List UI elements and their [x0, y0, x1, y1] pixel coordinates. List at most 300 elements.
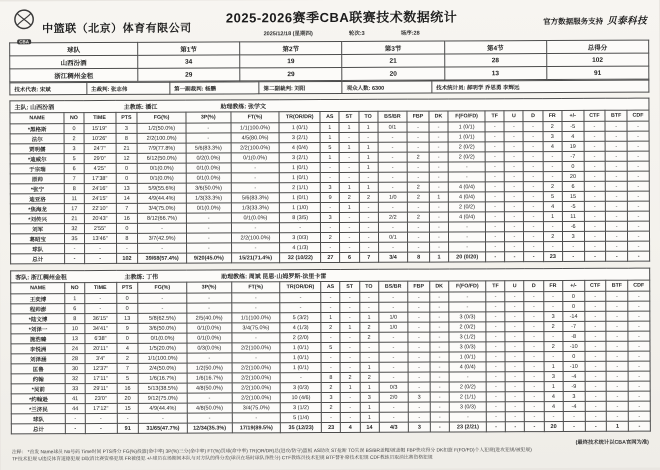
- stat-cell: 28: [65, 354, 84, 364]
- stat-cell: 0/1(0.0%): [186, 163, 231, 173]
- stat-cell: -: [340, 332, 359, 342]
- stat-cell: -: [486, 302, 505, 312]
- stat-cell: 2: [544, 341, 563, 351]
- stat-cell: 2/2(100.0%): [232, 343, 281, 353]
- player-name: *兰济民: [11, 404, 65, 414]
- stat-cell: 3/4(75.0%): [232, 403, 281, 413]
- stat-cell: 1: [360, 412, 379, 422]
- stat-cell: -: [584, 171, 606, 181]
- stat-cell: 6: [340, 252, 359, 262]
- stat-cell: -: [378, 242, 407, 252]
- stat-cell: 3: [544, 371, 563, 381]
- stat-cell: -: [505, 292, 524, 302]
- stat-column-header: FT(%): [231, 112, 280, 123]
- stat-cell: 6/12(50.0%): [137, 153, 186, 163]
- home-total: 102: [546, 53, 648, 66]
- stat-cell: -: [379, 362, 408, 372]
- stat-cell: -: [505, 242, 524, 252]
- stat-cell: -: [340, 232, 359, 242]
- away-q2: 29: [240, 67, 342, 80]
- player-name: 迪亚洛: [10, 194, 64, 204]
- stat-column-header: FG(%): [138, 282, 187, 293]
- stat-cell: 2: [544, 321, 563, 331]
- stat-cell: -: [485, 122, 504, 132]
- stat-cell: -: [408, 232, 430, 242]
- stat-cell: 32 (10/22): [280, 253, 321, 263]
- stat-cell: -: [505, 332, 524, 342]
- stat-cell: 23: [543, 251, 562, 261]
- stat-cell: -: [606, 391, 628, 401]
- stat-cell: -: [504, 132, 523, 142]
- stat-cell: -: [486, 292, 505, 302]
- stat-cell: 2'55": [84, 223, 116, 233]
- stat-cell: 2 (0/2): [448, 152, 485, 162]
- stat-cell: -: [585, 381, 607, 391]
- stat-cell: -: [341, 402, 360, 412]
- stat-column-header: TO: [359, 281, 378, 292]
- stat-cell: -: [429, 142, 448, 152]
- stat-column-header: TIME: [84, 112, 116, 123]
- stat-cell: -: [84, 243, 116, 253]
- stat-cell: -: [543, 221, 562, 231]
- stat-cell: -: [524, 322, 543, 332]
- stat-cell: -: [486, 392, 505, 402]
- stat-cell: 1 (0/1): [279, 123, 320, 133]
- stat-column-header: ST: [340, 281, 359, 292]
- stat-cell: 0/3(0.0%): [187, 343, 232, 353]
- stat-cell: -: [408, 362, 430, 372]
- stat-cell: 7: [116, 203, 138, 213]
- stat-cell: 8: [65, 184, 84, 194]
- stat-cell: -: [606, 331, 628, 341]
- stat-cell: 10'26": [84, 133, 116, 143]
- basketball-icon: [13, 8, 35, 30]
- stat-column-header: +/-: [562, 110, 584, 121]
- stat-cell: -: [562, 251, 584, 261]
- stat-cell: 20'43": [84, 213, 116, 223]
- stat-cell: -: [231, 303, 280, 313]
- stat-cell: 23: [322, 422, 341, 432]
- stat-cell: -: [584, 221, 606, 231]
- stat-cell: -: [524, 342, 543, 352]
- stat-cell: 2: [64, 134, 83, 144]
- stat-cell: -: [606, 211, 628, 221]
- away-total: 91: [547, 66, 649, 79]
- stat-cell: -: [84, 293, 116, 303]
- stat-cell: -: [449, 372, 486, 382]
- stat-cell: -: [430, 332, 449, 342]
- stat-cell: 29'11": [85, 383, 117, 393]
- stat-cell: -: [485, 202, 504, 212]
- stat-cell: -: [320, 172, 339, 182]
- stat-cell: 3: [543, 311, 562, 321]
- stat-cell: -: [505, 322, 524, 332]
- stat-cell: 5: [320, 142, 339, 152]
- stat-cell: -: [505, 182, 524, 192]
- stat-cell: -: [429, 172, 448, 182]
- stat-cell: -: [627, 171, 649, 181]
- stat-cell: 3/6(50.0%): [138, 323, 187, 333]
- stat-cell: -6: [562, 221, 584, 231]
- stat-cell: 1 (0/1): [280, 353, 321, 363]
- player-name: 贾明儒: [10, 144, 64, 154]
- stat-cell: 0: [116, 223, 138, 233]
- stat-cell: -: [486, 322, 505, 332]
- stat-cell: 2: [543, 181, 562, 191]
- stat-cell: -: [563, 411, 585, 421]
- stat-cell: 0: [116, 303, 138, 313]
- stat-cell: -: [340, 362, 359, 372]
- stat-cell: -: [280, 303, 321, 313]
- stat-cell: -: [321, 202, 340, 212]
- stat-cell: -: [628, 301, 650, 311]
- stat-cell: -: [429, 242, 448, 252]
- stat-cell: 1/1(100.0%): [231, 313, 280, 323]
- stat-cell: -: [504, 152, 523, 162]
- stat-cell: 1: [360, 402, 379, 412]
- stat-cell: 15'19": [84, 123, 116, 133]
- stat-cell: -: [606, 171, 628, 181]
- player-name: *迪威尔: [10, 154, 64, 164]
- stat-cell: 1 (0/1): [279, 163, 320, 173]
- stat-column-header: BS/BR: [378, 111, 407, 122]
- stat-cell: 35: [65, 234, 84, 244]
- stat-cell: -: [408, 342, 430, 352]
- support-brand-logo: 贝泰科技: [607, 15, 648, 27]
- stat-cell: -: [359, 242, 378, 252]
- stat-cell: 3 (2/1): [279, 153, 320, 163]
- data-support: [462, 6, 647, 28]
- stat-cell: -: [505, 232, 524, 242]
- stat-cell: 5/13(38.5%): [138, 383, 187, 393]
- stat-cell: 15: [117, 403, 139, 413]
- stat-cell: -: [429, 222, 448, 232]
- stat-cell: -: [187, 293, 232, 303]
- stat-cell: 2 (1/1): [449, 392, 486, 402]
- stat-cell: -: [525, 412, 544, 422]
- stat-cell: -: [524, 132, 543, 142]
- stat-cell: -: [448, 162, 485, 172]
- stat-cell: 1: [359, 152, 378, 162]
- game-date: 2025/12/18 (星期四): [263, 31, 313, 38]
- page-title: 2025-2026赛季CBA联赛技术数据统计: [225, 9, 458, 26]
- stat-column-header: CDF: [628, 280, 650, 291]
- stat-cell: -: [628, 361, 650, 371]
- home-q2: 19: [240, 54, 342, 67]
- player-name: 程帅澎: [11, 304, 65, 314]
- stat-cell: -: [627, 201, 649, 211]
- stat-cell: -: [627, 131, 649, 141]
- stat-cell: 16: [117, 383, 139, 393]
- stat-cell: -: [606, 351, 628, 361]
- stat-cell: -: [585, 361, 607, 371]
- stat-column-header: U: [504, 111, 523, 122]
- player-name: 王奕博: [11, 294, 65, 304]
- stat-cell: -: [486, 412, 505, 422]
- stat-column-header: NO: [65, 283, 84, 294]
- stat-cell: -: [628, 391, 650, 401]
- stat-cell: 22'10": [84, 203, 116, 213]
- stat-column-header: BS/BR: [378, 281, 407, 292]
- stat-column-header: BTF: [605, 110, 627, 121]
- stat-cell: 7/9(77.8%): [137, 143, 186, 153]
- stat-cell: 4: [544, 401, 563, 411]
- stat-cell: 0/1(0.0%): [138, 333, 187, 343]
- stat-cell: 1/1(100.0%): [231, 123, 280, 133]
- stat-column-header: TF: [485, 111, 504, 122]
- stat-cell: 2: [340, 372, 359, 382]
- stat-cell: -: [231, 173, 280, 183]
- stat-cell: -: [585, 421, 607, 431]
- stat-cell: 14: [360, 422, 379, 432]
- stat-cell: -: [627, 121, 649, 131]
- stat-cell: -: [584, 131, 606, 141]
- stat-cell: 2: [340, 192, 359, 202]
- stat-cell: -: [339, 132, 358, 142]
- stat-cell: 2/4(50.0%): [138, 363, 187, 373]
- stat-cell: 4: [562, 131, 584, 141]
- stat-cell: 1: [360, 382, 379, 392]
- home-team-stats: [9, 98, 650, 265]
- stat-cell: 1: [359, 182, 378, 192]
- stat-cell: -: [505, 202, 524, 212]
- stat-cell: -: [628, 251, 650, 261]
- stat-cell: -: [408, 292, 430, 302]
- stat-cell: -: [321, 412, 340, 422]
- stat-cell: -: [627, 141, 649, 151]
- home-q3: 21: [342, 54, 444, 67]
- stat-cell: 0/1(0.0%): [186, 203, 231, 213]
- stat-cell: -: [408, 402, 430, 412]
- stat-cell: -: [340, 152, 359, 162]
- stat-cell: 3: [360, 392, 379, 402]
- player-name: *约翰逊: [11, 394, 65, 404]
- stat-cell: 19: [562, 141, 584, 151]
- stat-cell: 1/6(16.7%): [138, 373, 187, 383]
- stat-cell: -: [138, 293, 187, 303]
- stat-cell: 8: [116, 133, 138, 143]
- stat-cell: 2/2: [378, 212, 407, 222]
- stat-cell: -: [584, 241, 606, 251]
- stat-cell: 0/1: [378, 122, 407, 132]
- stat-cell: -: [506, 422, 525, 432]
- stat-cell: -: [408, 352, 430, 362]
- stat-column-header: TF: [486, 281, 505, 292]
- stat-cell: -: [607, 411, 629, 421]
- stat-cell: 2: [543, 231, 562, 241]
- stat-cell: 2: [359, 332, 378, 342]
- stat-cell: -: [407, 122, 429, 132]
- player-name: 球队: [11, 244, 65, 254]
- stat-cell: -: [505, 342, 524, 352]
- stat-cell: -: [85, 413, 117, 423]
- stat-cell: 35 (12/23): [281, 423, 322, 433]
- stat-column-header: D: [523, 111, 542, 122]
- stat-cell: 3: [543, 131, 562, 141]
- stat-cell: -: [430, 292, 449, 302]
- stat-cell: -: [585, 401, 607, 411]
- stat-cell: 20: [117, 393, 139, 403]
- stat-cell: 8: [116, 233, 138, 243]
- stat-cell: -: [378, 172, 407, 182]
- stat-cell: 2 (1/1): [280, 183, 321, 193]
- stat-cell: -: [408, 222, 430, 232]
- stat-cell: -: [485, 162, 504, 172]
- stat-cell: 1/3(33.3%): [231, 203, 280, 213]
- stat-cell: -: [280, 373, 321, 383]
- stat-column-header: CTF: [584, 280, 606, 291]
- stat-cell: 1: [320, 152, 339, 162]
- stat-cell: 3: [320, 182, 339, 192]
- stat-cell: -: [139, 413, 188, 423]
- stat-cell: -: [585, 351, 607, 361]
- player-name: 李悦洲: [11, 344, 65, 354]
- stat-column-header: TR(OR/DR): [280, 282, 321, 293]
- stat-cell: -: [486, 352, 505, 362]
- stat-cell: 0/1(0.0%): [137, 163, 186, 173]
- stat-cell: 3/6(50.0%): [186, 183, 231, 193]
- away-q4: 13: [444, 67, 546, 80]
- stat-cell: 9/12(75.0%): [138, 393, 187, 403]
- stat-cell: -: [408, 332, 430, 342]
- stat-cell: 2 (0/2): [449, 382, 486, 392]
- stat-cell: 0: [563, 301, 585, 311]
- stat-cell: 0/1(0.0%): [231, 153, 280, 163]
- stat-cell: -: [584, 251, 606, 261]
- stat-cell: 0/1(0.0%): [137, 173, 186, 183]
- stat-cell: -: [430, 302, 449, 312]
- stat-cell: 2/2(100.0%): [232, 363, 281, 373]
- stat-cell: 29'0": [84, 153, 116, 163]
- stat-cell: -: [485, 152, 504, 162]
- stat-cell: 8: [65, 314, 84, 324]
- stat-cell: 1: [359, 162, 378, 172]
- stat-cell: 0: [562, 161, 584, 171]
- stat-cell: 4/5(80.0%): [231, 133, 280, 143]
- totals-row: [11, 421, 650, 434]
- stat-cell: -: [359, 302, 378, 312]
- stat-cell: -4: [563, 371, 585, 381]
- stat-cell: -: [320, 162, 339, 172]
- stat-cell: -: [584, 211, 606, 221]
- stat-cell: -: [504, 142, 523, 152]
- stat-cell: -: [627, 221, 649, 231]
- stat-cell: -: [628, 341, 650, 351]
- stat-cell: -: [430, 392, 449, 402]
- stat-cell: -: [186, 123, 231, 133]
- stat-cell: -: [543, 301, 562, 311]
- stat-cell: -: [449, 292, 486, 302]
- player-name: 总计: [11, 424, 65, 434]
- stat-cell: -: [340, 172, 359, 182]
- stat-cell: -: [378, 142, 407, 152]
- stat-cell: -: [407, 132, 429, 142]
- stat-cell: 4'25": [84, 163, 116, 173]
- stat-cell: -: [360, 342, 379, 352]
- stat-cell: -: [628, 291, 650, 301]
- stat-cell: -: [186, 133, 231, 143]
- stat-column-header: U: [505, 281, 524, 292]
- stat-cell: -: [232, 413, 281, 423]
- stat-cell: -: [485, 132, 504, 142]
- stat-cell: 3 (0/3): [280, 383, 321, 393]
- stat-cell: 23'0": [85, 393, 117, 403]
- stat-cell: -: [525, 382, 544, 392]
- stat-cell: -: [628, 351, 650, 361]
- stat-cell: 2: [321, 322, 340, 332]
- stat-cell: -: [321, 362, 340, 372]
- stat-cell: -: [543, 151, 562, 161]
- stat-cell: 1: [359, 122, 378, 132]
- stat-cell: 3'4": [85, 353, 117, 363]
- stat-cell: -: [524, 222, 543, 232]
- stat-cell: 1: [340, 322, 359, 332]
- stat-cell: -: [606, 251, 628, 261]
- stat-cell: 36'15": [84, 313, 116, 323]
- cba-logo: [11, 8, 37, 48]
- stat-cell: -: [486, 342, 505, 352]
- stat-cell: -: [485, 192, 504, 202]
- company-name: 中篮联（北京）体育有限公司: [42, 22, 192, 36]
- stat-cell: 1/0: [379, 312, 408, 322]
- stat-cell: -: [505, 302, 524, 312]
- stat-cell: -: [506, 412, 525, 422]
- stat-column-header: CTF: [584, 110, 606, 121]
- stat-cell: -: [486, 312, 505, 322]
- stat-cell: 4: [543, 201, 562, 211]
- stat-cell: -: [563, 421, 585, 431]
- stat-cell: 2: [321, 382, 340, 392]
- stat-column-header: TR(OR/DR): [279, 112, 320, 123]
- stat-cell: 3: [408, 392, 430, 402]
- away-coach-label: 主教练: 丁伟: [124, 274, 159, 281]
- player-name: *焦海龙: [10, 204, 64, 214]
- stat-cell: -: [231, 223, 280, 233]
- stat-cell: 8/12(66.7%): [138, 213, 187, 223]
- stat-cell: 8: [408, 252, 430, 262]
- player-name: 刘军: [10, 224, 64, 234]
- stat-cell: -: [584, 231, 606, 241]
- stat-cell: 2/2(100.0%): [231, 233, 280, 243]
- stat-cell: -: [379, 372, 408, 382]
- stat-cell: 33: [66, 384, 85, 394]
- stat-cell: -: [628, 381, 650, 391]
- stat-cell: 4: [543, 141, 562, 151]
- stat-cell: 2: [408, 212, 430, 222]
- stat-cell: 5 (1/4): [281, 413, 322, 423]
- stat-cell: -: [379, 412, 408, 422]
- stat-cell: -: [524, 292, 543, 302]
- stat-cell: -: [524, 212, 543, 222]
- stat-cell: -: [562, 241, 584, 251]
- stat-cell: -: [85, 423, 117, 433]
- stat-cell: -: [66, 414, 85, 424]
- player-name: 球队: [11, 414, 65, 424]
- stat-column-header: NO: [64, 113, 83, 124]
- stat-cell: -: [321, 302, 340, 312]
- stat-cell: -: [430, 322, 449, 332]
- stat-column-header: FBP: [408, 281, 430, 292]
- stat-cell: -: [606, 201, 628, 211]
- stat-cell: -10: [563, 341, 585, 351]
- stat-cell: 4/3: [379, 422, 408, 432]
- stat-cell: 3: [116, 123, 138, 133]
- stat-cell: 30: [65, 364, 84, 374]
- stat-cell: -: [525, 372, 544, 382]
- stat-cell: 2/2(100.0%): [232, 383, 281, 393]
- stat-column-header: PTS: [115, 112, 137, 123]
- stat-cell: -: [378, 162, 407, 172]
